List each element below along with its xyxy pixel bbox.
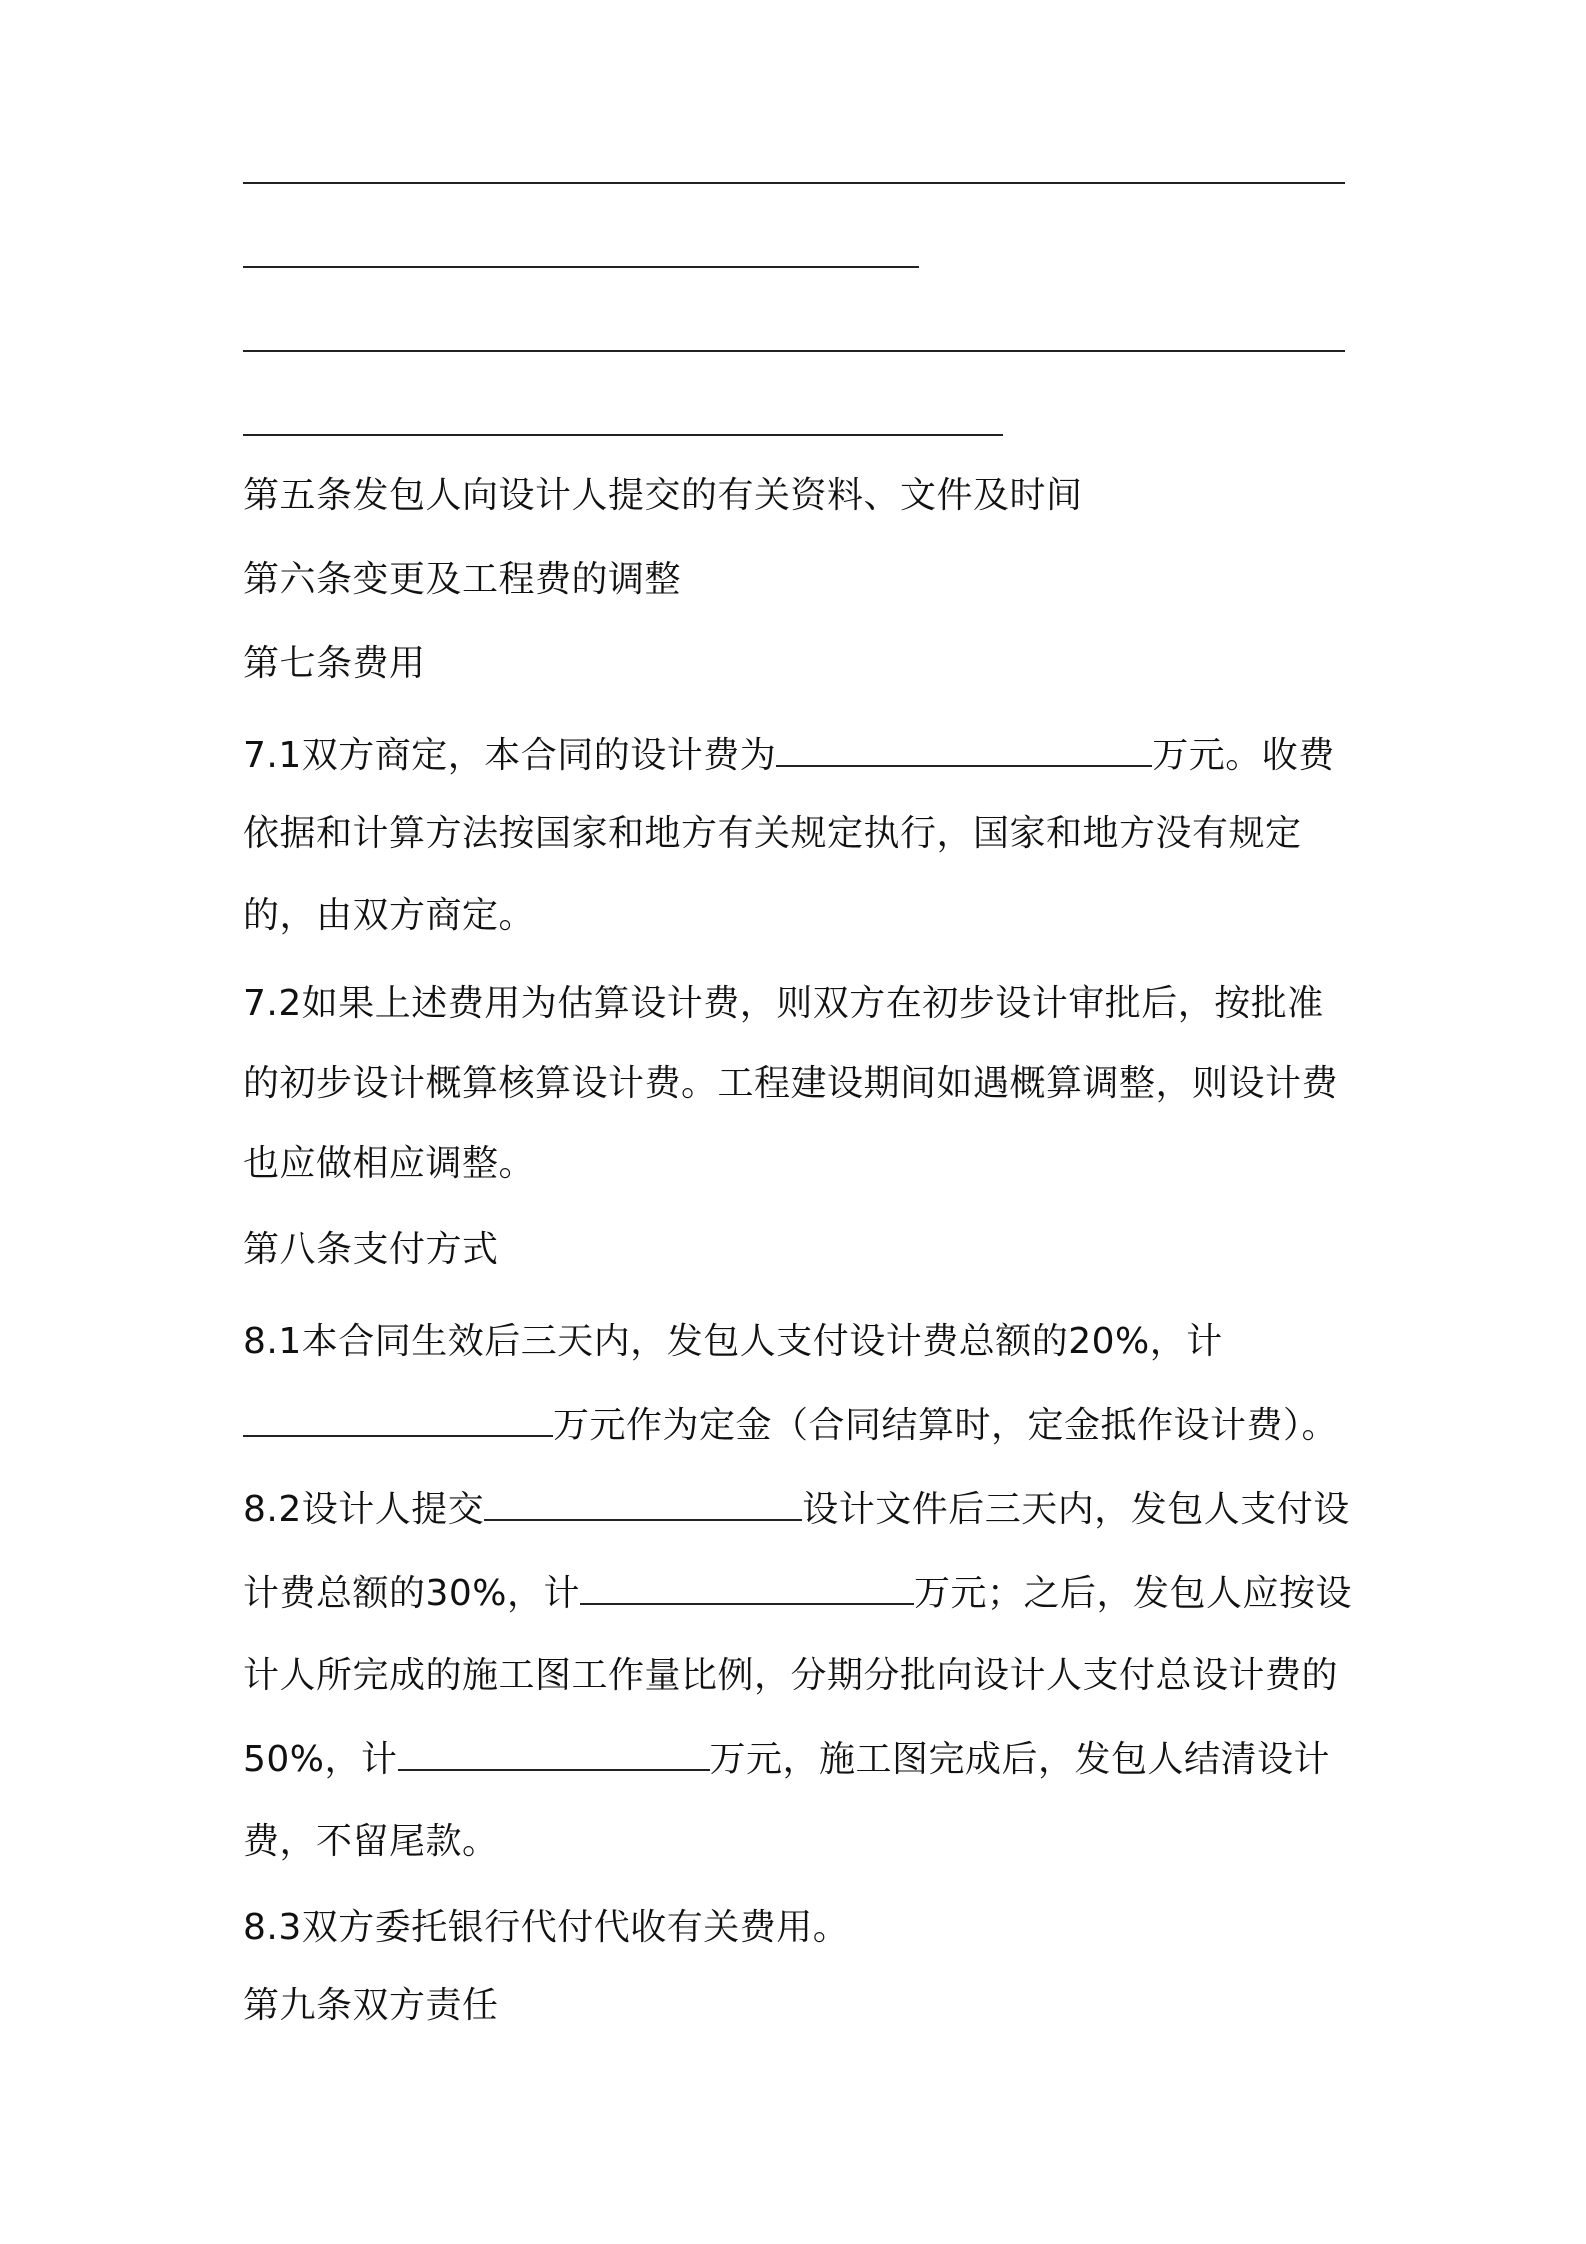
section-8-title: 第八条支付方式 xyxy=(243,1229,499,1270)
clause-8-2-line-5: 费，不留尾款。 xyxy=(243,1821,499,1862)
section-5-title: 第五条发包人向设计人提交的有关资料、文件及时间 xyxy=(243,475,1083,516)
clause-8-2-text-b: 设计文件后三天内，发包人支付设 xyxy=(802,1489,1350,1530)
payment-50-blank xyxy=(398,1739,710,1771)
clause-8-2-text-d: 万元；之后，发包人应按设 xyxy=(914,1573,1353,1614)
clause-8-1-text: 万元作为定金（合同结算时，定金抵作设计费）。 xyxy=(553,1405,1339,1446)
blank-rule xyxy=(243,182,1345,184)
clause-7-2-line-3: 也应做相应调整。 xyxy=(243,1143,536,1184)
clause-8-2-line-3: 计人所完成的施工图工作量比例，分期分批向设计人支付总设计费的 xyxy=(243,1655,1339,1696)
deposit-amount-blank xyxy=(243,1405,553,1437)
section-9-title: 第九条双方责任 xyxy=(243,1985,499,2026)
clause-7-1-line-2: 依据和计算方法按国家和地方有关规定执行，国家和地方没有规定 xyxy=(243,813,1302,854)
blank-rule xyxy=(243,434,1003,436)
clause-8-2-line-4 xyxy=(243,1736,1330,1784)
section-6-title: 第六条变更及工程费的调整 xyxy=(243,559,682,600)
clause-7-2-line-1: 7.2如果上述费用为估算设计费，则双方在初步设计审批后，按批准 xyxy=(243,983,1324,1024)
clause-8-2-text-e: 50%，计 xyxy=(243,1739,398,1780)
blank-rule xyxy=(243,350,1345,352)
clause-8-2-line-2 xyxy=(243,1570,1352,1618)
design-docs-blank xyxy=(484,1489,802,1521)
clause-8-2-text-a: 8.2设计人提交 xyxy=(243,1489,485,1530)
blank-rule xyxy=(243,266,919,268)
clause-8-2-text-f: 万元，施工图完成后，发包人结清设计 xyxy=(709,1739,1331,1780)
clause-7-1-line-3: 的，由双方商定。 xyxy=(243,895,536,936)
clause-8-3: 8.3双方委托银行代付代收有关费用。 xyxy=(243,1907,850,1948)
clause-7-2-line-2: 的初步设计概算核算设计费。工程建设期间如遇概算调整，则设计费 xyxy=(243,1063,1339,1104)
clause-7-1-text-b: 万元。收费 xyxy=(1152,735,1335,776)
clause-7-1-text-a: 7.1双方商定，本合同的设计费为 xyxy=(243,735,777,776)
clause-8-2-line-1 xyxy=(243,1486,1350,1534)
design-fee-blank xyxy=(776,735,1152,767)
clause-7-1-line-1 xyxy=(243,732,1335,780)
payment-30-blank xyxy=(580,1573,914,1605)
clause-8-2-text-c: 计费总额的30%，计 xyxy=(243,1573,581,1614)
clause-8-1-line-1: 8.1本合同生效后三天内，发包人支付设计费总额的20%，计 xyxy=(243,1321,1223,1362)
section-7-title: 第七条费用 xyxy=(243,643,426,684)
clause-8-1-line-2 xyxy=(243,1402,1338,1450)
